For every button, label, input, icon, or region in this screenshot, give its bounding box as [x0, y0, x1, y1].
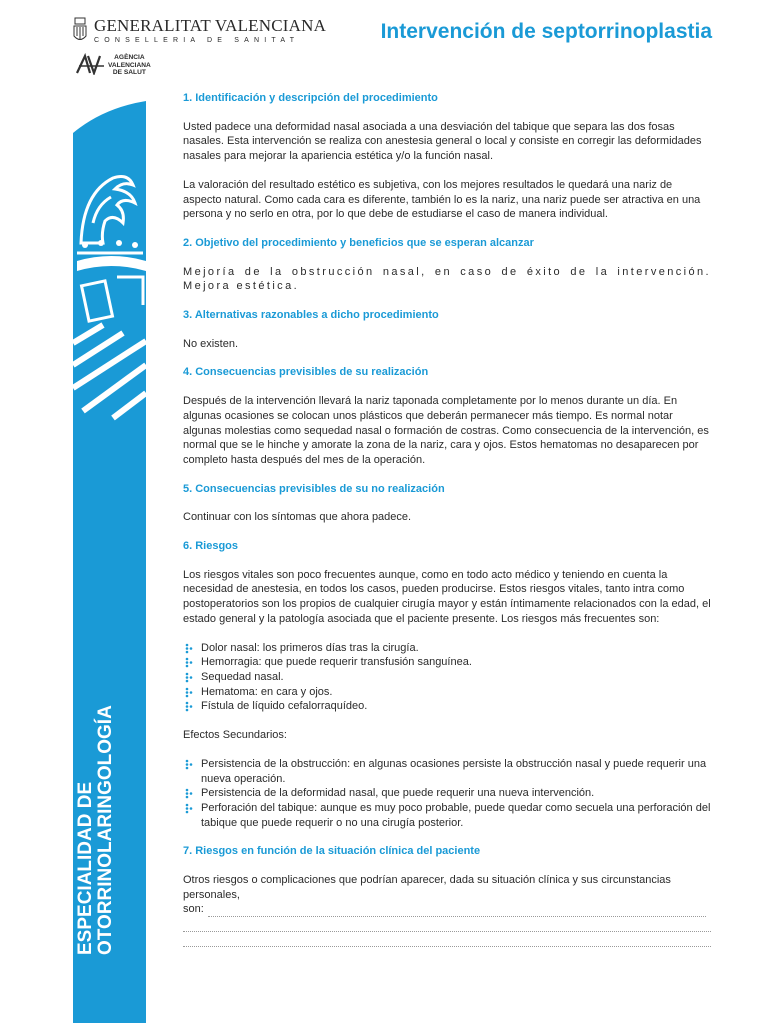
side-effect-text: Persistencia de la deformidad nasal, que puede requerir una nueva intervención.: [201, 787, 595, 800]
section-1-title: 1. Identificación y descripción del procedimiento: [183, 92, 438, 104]
section-7-title: 7. Riesgos en función de la situación clínica del paciente: [183, 845, 481, 858]
fill-in-line-2[interactable]: [183, 917, 711, 932]
section-4-paragraph: Después de la intervención llevará la nariz taponada completamente por lo menos durante un día. En algunas ocasiones se colocan unos plásticos que deberán permanecer más tiempo. Es normal notar algunas molestias como sequedad nasal o formación de costras. Como consecuencia de la intervención, es normal que se le hinche y amorate la zona de la nariz, cara y ojos. Estos hematomas no desaparecen por completo hasta después del mes de la operación.: [183, 395, 709, 466]
section-3-paragraph: No existen.: [183, 337, 239, 350]
list-item: [183, 699, 711, 714]
bullet-icon: [185, 643, 197, 654]
list-item: [183, 757, 711, 786]
risk-text: Sequedad nasal.: [201, 670, 284, 683]
risks-list: [183, 641, 711, 715]
dotted-line: [208, 905, 706, 917]
list-item: [183, 655, 711, 670]
heraldic-bat-icon: [73, 93, 146, 423]
bullet-icon: [185, 657, 197, 668]
list-item: [183, 786, 711, 801]
agency-logo: [72, 53, 162, 79]
son-label: son:: [183, 903, 204, 916]
agency-name: [108, 54, 151, 77]
section-5-paragraph: Continuar con los síntomas que ahora padece.: [183, 511, 412, 524]
risk-text: Hematoma: en cara y ojos.: [201, 685, 333, 698]
risk-text: Hemorragia: que puede requerir transfusión sanguínea.: [201, 656, 472, 669]
fill-in-line-3[interactable]: [183, 932, 711, 947]
bullet-icon: [185, 759, 197, 770]
section-3-title: 3. Alternativas razonables a dicho procedimiento: [183, 309, 439, 322]
section-5-title: 5. Consecuencias previsibles de su no realización: [183, 482, 445, 495]
org-name: GENERALITAT VALENCIANA: [94, 16, 327, 35]
generalitat-logo: [72, 16, 327, 48]
risk-text: Dolor nasal: los primeros días tras la cirugía.: [201, 641, 419, 654]
fill-in-line-1[interactable]: [183, 902, 711, 917]
specialty-line-2: OTORRINOLARINGOLOGÍA: [95, 705, 116, 955]
side-effects-list: [183, 757, 711, 831]
list-item: [183, 801, 711, 830]
coat-of-arms-icon: [72, 16, 88, 44]
risk-text: Fístula de líquido cefalorraquídeo.: [201, 700, 368, 713]
org-subtitle: CONSELLERIA DE SANITAT: [94, 37, 300, 44]
bullet-icon: [185, 788, 197, 799]
section-2-paragraph: Mejoría de la obstrucción nasal, en caso de éxito de la intervención. Mejora estética.: [183, 265, 711, 293]
section-2-title: 2. Objetivo del procedimiento y beneficios que se esperan alcanzar: [183, 236, 534, 249]
side-effect-text: Persistencia de la obstrucción: en algunas ocasiones persiste la obstrucción nasal y puede requerir una nueva operación.: [201, 757, 707, 785]
section-7-paragraph: Otros riesgos o complicaciones que podrían aparecer, dada su situación clínica y sus circunstancias personales,: [183, 874, 671, 901]
document-title: Intervención de septorrinoplastia: [380, 20, 712, 43]
side-effects-label: Efectos Secundarios:: [183, 729, 287, 742]
specialty-label: [75, 705, 116, 955]
section-4-title: 4. Consecuencias previsibles de su realización: [183, 366, 429, 379]
agency-line-1: AGÈNCIA: [114, 54, 145, 61]
document-body: [183, 91, 711, 947]
bullet-icon: [185, 672, 197, 683]
bullet-icon: [185, 701, 197, 712]
list-item: [183, 641, 711, 656]
section-1-paragraph-1: Usted padece una deformidad nasal asociada a una desviación del tabique que separa las dos fosas nasales. Esta intervención se realiza con anestesia general o local y consiste en corregir las deformidades nasales para mejorar la apariencia estética y/o la función nasal.: [183, 120, 702, 163]
list-item: [183, 670, 711, 685]
agency-line-3: DE SALUT: [112, 69, 146, 77]
side-effect-text: Perforación del tabique: aunque es muy poco probable, puede quedar como secuela una perforación del tabique que puede requerir o no una cirugía posterior.: [201, 801, 711, 829]
section-6-paragraph: Los riesgos vitales son poco frecuentes aunque, como en todo acto médico y teniendo en cuenta la necesidad de anestesia, en todos los casos, pueden producirse. Estos riesgos vitales, tanto intra como postoperatorios son los propios de cualquier cirugía mayor y están íntimamente relacionados con la edad, el estado general y la patología asociada que el paciente presente. Los riesgos más frecuentes son:: [183, 568, 711, 625]
agency-mark-icon: [76, 53, 106, 75]
specialty-line-1: ESPECIALIDAD DE: [75, 781, 96, 955]
section-1-paragraph-2: La valoración del resultado estético es subjetiva, con los mejores resultados le quedará una nariz de aspecto natural. Como cada cara es diferente, también lo es la nariz, una nariz puede ser atractiva en una persona y no serlo en otra, por lo que debe de estudiarse el caso de manera individual.: [183, 178, 701, 221]
list-item: [183, 685, 711, 700]
bullet-icon: [185, 803, 197, 814]
bullet-icon: [185, 687, 197, 698]
page-header: [0, 0, 770, 95]
agency-line-2: VALENCIANA: [108, 61, 151, 69]
section-6-title: 6. Riesgos: [183, 540, 239, 553]
